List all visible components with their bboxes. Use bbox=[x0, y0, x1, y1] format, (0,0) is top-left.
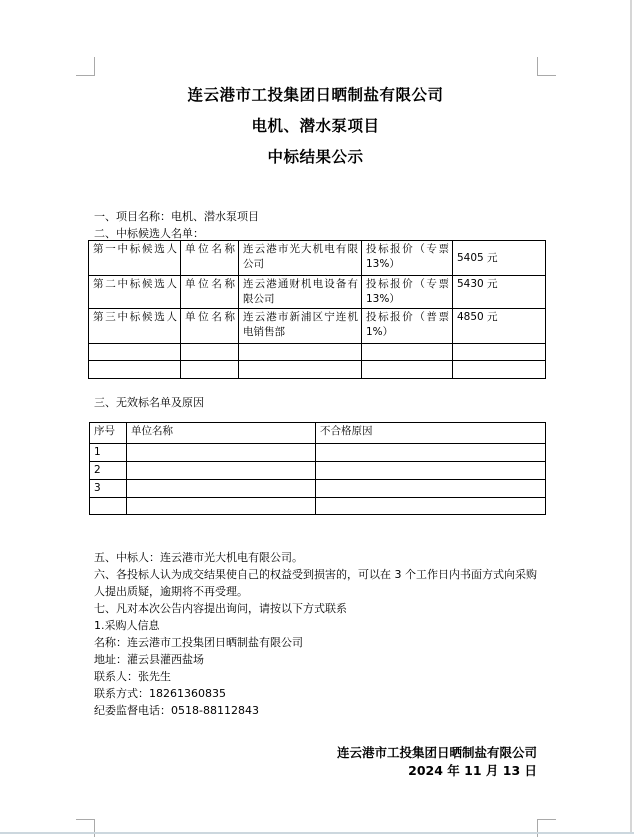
company-name-cell: 连云港市光大机电有限公司 bbox=[239, 241, 362, 276]
document-title-company: 连云港市工投集团日晒制盐有限公司 bbox=[187, 86, 444, 104]
candidate-rank-cell bbox=[89, 361, 181, 379]
document-title-project: 电机、潜水泵项目 bbox=[251, 117, 380, 135]
header-reason-cell: 不合格原因 bbox=[316, 423, 546, 444]
purchaser-address: 地址：灌云县灌西盐场 bbox=[94, 653, 204, 666]
table-row bbox=[90, 480, 546, 498]
header-company-cell: 单位名称 bbox=[127, 423, 316, 444]
page-bottom-edge bbox=[0, 832, 634, 834]
table-header-row bbox=[90, 423, 546, 444]
price-label-cell bbox=[362, 344, 453, 361]
company-name-cell: 连云港通财机电设备有限公司 bbox=[239, 276, 362, 309]
section-project-name: 一、项目名称：电机、潜水泵项目 bbox=[94, 210, 259, 223]
signature-block bbox=[94, 744, 537, 780]
crop-mark-top-right bbox=[537, 57, 556, 76]
company-name-cell bbox=[239, 344, 362, 361]
price-label-cell: 投标报价（专票13%） bbox=[362, 276, 453, 309]
company-name-cell: 连云港市新浦区宁连机电销售部 bbox=[239, 309, 362, 344]
section-candidates-heading: 二、中标候选人名单： bbox=[94, 227, 204, 240]
row-company-cell bbox=[127, 480, 316, 498]
table-row bbox=[89, 309, 546, 344]
candidate-rank-cell: 第三中标候选人 bbox=[89, 309, 181, 344]
row-reason-cell bbox=[316, 462, 546, 480]
candidates-table bbox=[88, 240, 546, 379]
row-reason-cell bbox=[316, 498, 546, 515]
table-row bbox=[89, 241, 546, 276]
row-company-cell bbox=[127, 462, 316, 480]
section-inquiry: 七、凡对本次公告内容提出询问，请按以下方式联系 bbox=[94, 602, 347, 615]
contact-number: 联系方式：18261360835 bbox=[94, 687, 226, 700]
price-label-cell bbox=[362, 361, 453, 379]
candidate-rank-cell: 第一中标候选人 bbox=[89, 241, 181, 276]
table-row bbox=[89, 276, 546, 309]
row-reason-cell bbox=[316, 480, 546, 498]
crop-mark-bottom-right bbox=[537, 819, 556, 837]
unit-label-cell bbox=[181, 361, 239, 379]
row-no-cell: 1 bbox=[90, 444, 127, 462]
row-no-cell bbox=[90, 498, 127, 515]
unit-label-cell: 单位名称 bbox=[181, 309, 239, 344]
purchaser-name: 名称：连云港市工投集团日晒制盐有限公司 bbox=[94, 636, 303, 649]
table-row bbox=[90, 462, 546, 480]
unit-label-cell: 单位名称 bbox=[181, 241, 239, 276]
table-row bbox=[90, 498, 546, 515]
table-row bbox=[89, 361, 546, 379]
row-company-cell bbox=[127, 444, 316, 462]
row-no-cell: 3 bbox=[90, 480, 127, 498]
price-value-cell bbox=[453, 344, 546, 361]
body-text-block bbox=[94, 549, 554, 719]
table-row bbox=[90, 444, 546, 462]
section-objection-line2: 人提出质疑，逾期将不再受理。 bbox=[94, 585, 248, 598]
invalid-bids-table bbox=[89, 422, 546, 515]
price-label-cell: 投标报价（普票1%） bbox=[362, 309, 453, 344]
price-value-cell: 5405 元 bbox=[453, 241, 546, 276]
crop-mark-bottom-left bbox=[76, 819, 95, 837]
company-name-cell bbox=[239, 361, 362, 379]
section-invalid-heading: 三、无效标名单及原因 bbox=[94, 396, 204, 409]
table-row bbox=[89, 344, 546, 361]
candidate-rank-cell bbox=[89, 344, 181, 361]
page-right-edge bbox=[630, 0, 632, 833]
purchaser-heading: 1.采购人信息 bbox=[94, 619, 160, 632]
unit-label-cell bbox=[181, 344, 239, 361]
signature-date: 2024 年 11 月 13 日 bbox=[408, 763, 537, 778]
price-value-cell bbox=[453, 361, 546, 379]
candidate-rank-cell: 第二中标候选人 bbox=[89, 276, 181, 309]
crop-mark-top-left bbox=[76, 57, 95, 76]
row-company-cell bbox=[127, 498, 316, 515]
section-winner: 五、中标人：连云港市光大机电有限公司。 bbox=[94, 551, 303, 564]
section-objection-line1: 六、各投标人认为成交结果使自己的权益受到损害的，可以在 3 个工作日内书面方式向采购 bbox=[94, 568, 537, 581]
row-no-cell: 2 bbox=[90, 462, 127, 480]
price-value-cell: 4850 元 bbox=[453, 309, 546, 344]
signature-company: 连云港市工投集团日晒制盐有限公司 bbox=[336, 745, 537, 760]
supervision-phone: 纪委监督电话：0518-88112843 bbox=[94, 704, 259, 717]
document-title-result: 中标结果公示 bbox=[267, 148, 364, 166]
unit-label-cell: 单位名称 bbox=[181, 276, 239, 309]
row-reason-cell bbox=[316, 444, 546, 462]
header-no-cell: 序号 bbox=[90, 423, 127, 444]
price-value-cell: 5430 元 bbox=[453, 276, 546, 309]
price-label-cell: 投标报价（专票13%） bbox=[362, 241, 453, 276]
contact-person: 联系人：张先生 bbox=[94, 670, 171, 683]
